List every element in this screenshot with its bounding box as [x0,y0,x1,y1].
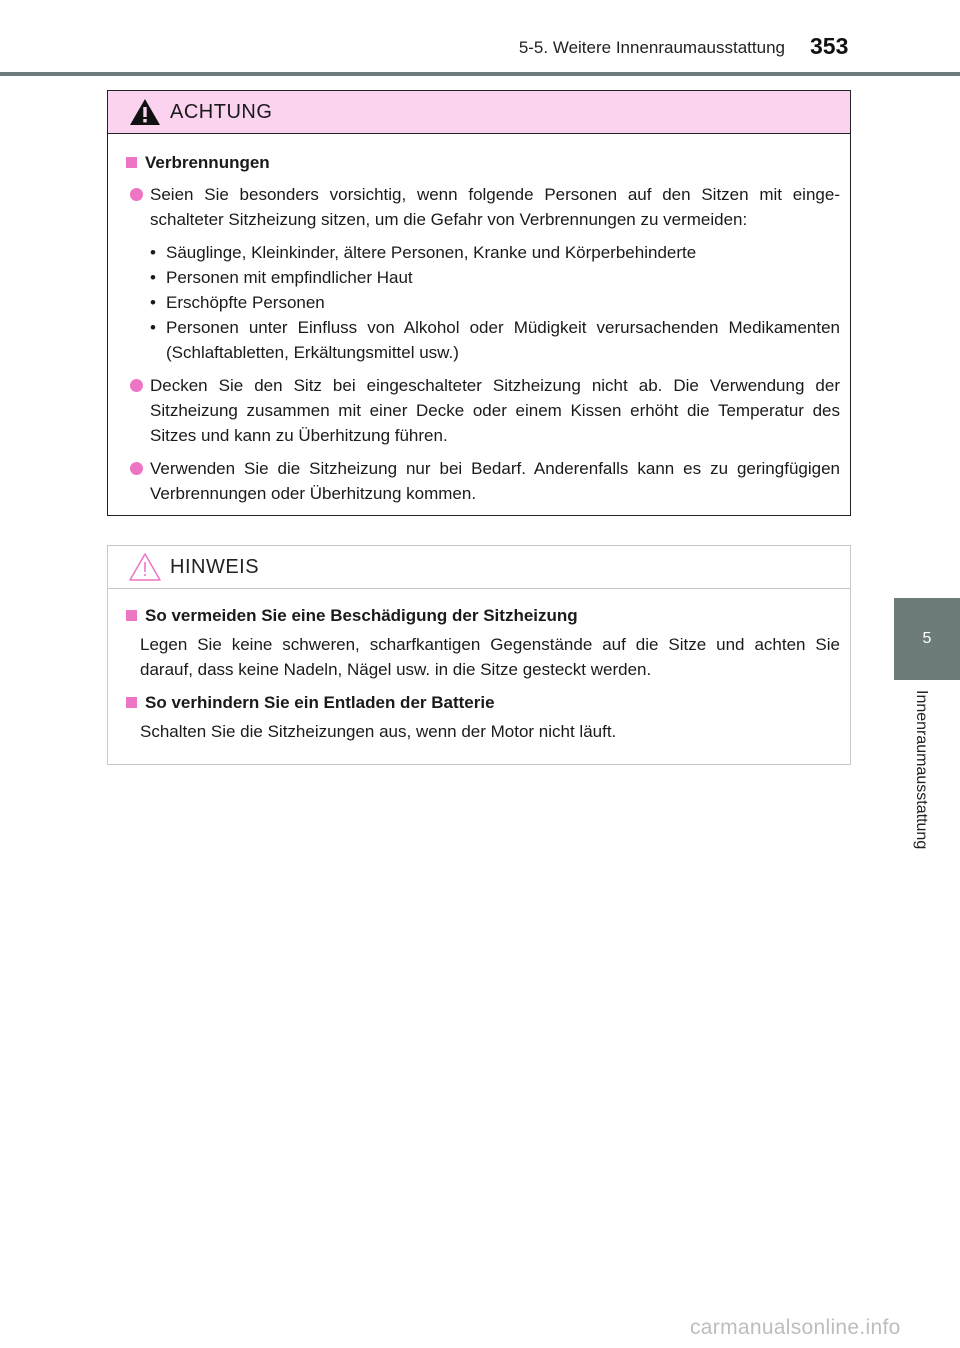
notice-section-2-label: So verhindern Sie ein Entladen der Batterie [145,693,495,712]
warning-body [108,134,850,506]
warning-heading: ACHTUNG [170,100,273,123]
list-item: • Personen mit empfindlicher Haut [150,265,840,290]
list-item [126,373,840,448]
warning-item-2: Decken Sie den Sitz bei eingeschalteter Sitzheizung nicht ab. Die Verwendung der Sitzheizung zusammen mit einer Decke oder einem Kissen erhöht die Temperatur des Sitzes und kann zu Überhitzung führen. [150,376,840,445]
circle-bullet-icon [130,188,143,201]
warning-section-title [126,150,840,175]
risk-group-item: Personen mit empfindlicher Haut [166,268,413,287]
list-item: • Säuglinge, Kleinkinder, ältere Personen, Kranke und Körperbehinderte [150,240,840,265]
notice-triangle-icon [128,552,162,582]
notice-section-title [126,690,840,715]
notice-section-1-label: So vermeiden Sie eine Beschädigung der Sitzheizung [145,606,578,625]
notice-body [108,589,850,744]
header-divider [0,72,960,76]
risk-group-item: Erschöpfte Personen [166,293,325,312]
circle-bullet-icon [130,462,143,475]
square-bullet-icon [126,610,137,621]
section-title: 5-5. Weitere Innenraumausstattung [518,38,785,57]
warning-header [108,91,850,134]
notice-heading: HINWEIS [170,555,260,578]
list-item [126,182,840,232]
notice-box [107,545,851,765]
risk-group-item: Personen unter Einfluss von Alkohol oder Müdigkeit verursachenden Medikamenten (Schlaftabletten, Erkältungsmittel usw.) [166,318,840,362]
page-number: 353 [810,33,849,59]
circle-bullet-icon [130,379,143,392]
square-bullet-icon [126,697,137,708]
notice-section-2-text: Schalten Sie die Sitzheizungen aus, wenn der Motor nicht läuft. [140,722,617,741]
list-item [126,456,840,506]
chapter-number: 5 [922,630,932,647]
chapter-title: Innenraumausstattung [913,690,930,850]
notice-section-title [126,603,840,628]
warning-triangle-icon [128,97,162,127]
watermark: carmanualsonline.info [690,1316,901,1339]
chapter-tab[interactable] [894,598,960,680]
risk-group-list [150,240,840,365]
list-item: • Personen unter Einfluss von Alkohol oder Müdigkeit verursachenden Medikamenten (Schlaftabletten, Erkältungsmittel usw.) [150,315,840,365]
warning-section-label: Verbrennungen [145,153,270,172]
risk-group-item: Säuglinge, Kleinkinder, ältere Personen, Kranke und Körperbehinderte [166,243,697,262]
warning-item-3: Verwenden Sie die Sitzheizung nur bei Bedarf. Anderenfalls kann es zu geringfügigen Verbrennungen oder Überhitzung kommen. [150,459,840,503]
list-item: • Erschöpfte Personen [150,290,840,315]
notice-section-1-text: Legen Sie keine schweren, scharfkantigen Gegenstände auf die Sitze und achten Sie darauf, dass keine Nadeln, Nägel usw. in die Sitze gesteckt werden. [140,635,840,679]
warning-box [107,90,851,516]
warning-item-1: Seien Sie besonders vorsichtig, wenn folgende Personen auf den Sitzen mit eingeschalteter Sitzheizung sitzen, um die Gefahr von Verbrennungen zu vermeiden: [150,185,840,229]
notice-header [108,546,850,589]
square-bullet-icon [126,157,137,168]
